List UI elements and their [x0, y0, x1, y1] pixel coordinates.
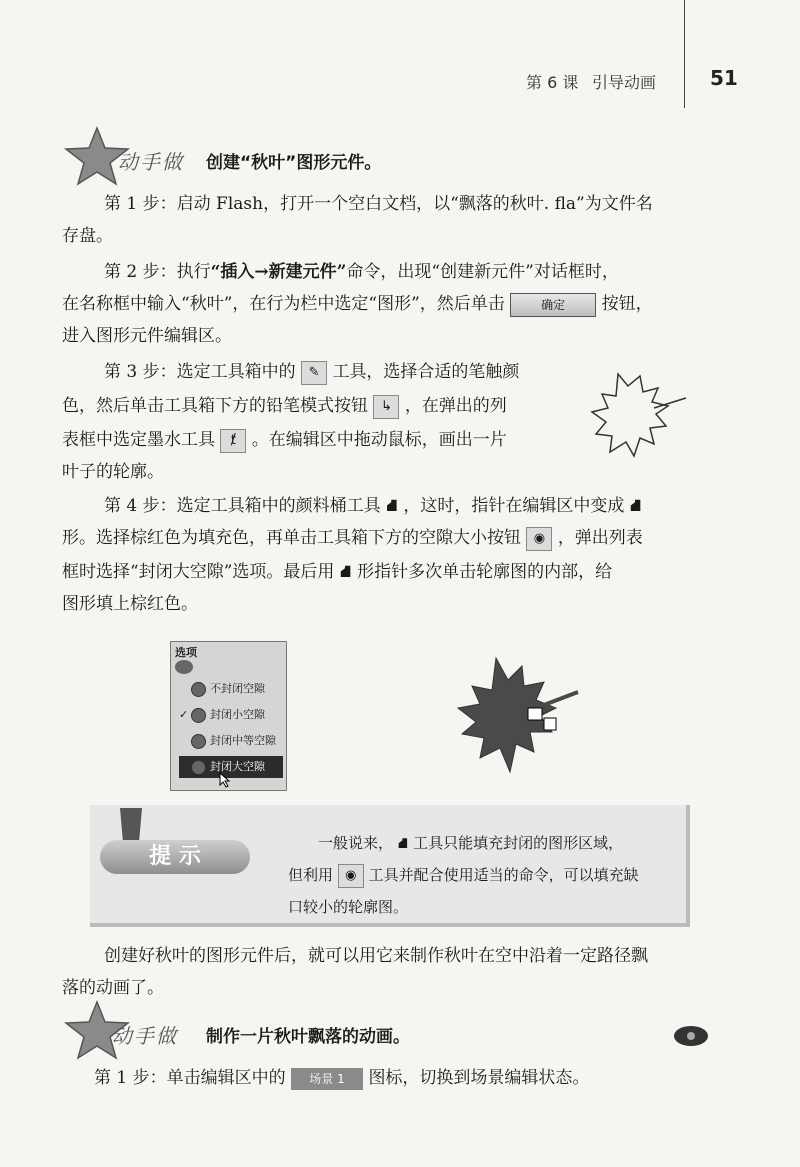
tip-label: 提 示	[100, 840, 250, 874]
menu-header: 选项	[175, 646, 197, 659]
header-chapter: 引导动画	[592, 73, 657, 92]
mouse-pointer-icon	[219, 772, 231, 788]
step2-line1: 第 2 步：执行“插入→新建元件”命令，出现“创建新元件”对话框时，	[104, 262, 619, 282]
step3-line3: 表框中选定墨水工具 ⱦ 。在编辑区中拖动鼠标，画出一片	[62, 424, 507, 456]
gap-icon	[191, 708, 206, 723]
cd-icon	[672, 1024, 710, 1048]
header-lesson: 第 6 课	[526, 73, 579, 92]
gap-option-icon	[175, 660, 193, 674]
menu-item-close-medium[interactable]: 封闭中等空隙	[179, 730, 283, 752]
after-tip-line2: 落的动画了。	[62, 978, 164, 998]
tip-line2: 但利用 ◉ 工具并配合使用适当的命令，可以填充缺	[288, 860, 639, 890]
gap-icon	[191, 760, 206, 775]
step1-line1: 第 1 步：启动 Flash，打开一个空白文档，以“飘落的秋叶. fla”为文件名	[104, 194, 653, 214]
section-title-2: 制作一片秋叶飘落的动画。	[206, 1027, 410, 1047]
step2-line2: 在名称框中输入“秋叶”，在行为栏中选定“图形”，然后单击 确定 按钮，	[62, 288, 653, 320]
filled-leaf-illustration	[456, 652, 586, 782]
pencil-icon[interactable]: ✎	[301, 361, 327, 385]
step3-line1: 第 3 步：选定工具箱中的 ✎ 工具，选择合适的笔触颜	[104, 356, 519, 388]
tip-line1: 一般说来， ⛘ 工具只能填充封闭的图形区域，	[318, 834, 624, 852]
gap-icon	[191, 682, 206, 697]
menu-item-close-small[interactable]: ✓ 封闭小空隙	[179, 704, 283, 726]
step4-line3: 框时选择“封闭大空隙”选项。最后用 ⛘ 形指针多次单击轮廓图的内部，给	[62, 562, 613, 582]
paint-bucket-icon: ⛘	[397, 834, 409, 852]
step2-line3: 进入图形元件编辑区。	[62, 326, 232, 346]
ink-mode-icon[interactable]: ⱦ	[220, 429, 246, 453]
step4-line2: 形。选择棕红色为填充色，再单击工具箱下方的空隙大小按钮 ◉ ，弹出列表	[62, 522, 643, 554]
menu-item-no-close[interactable]: 不封闭空隙	[179, 678, 283, 700]
header-divider	[684, 0, 685, 108]
step3-line4: 叶子的轮廓。	[62, 462, 164, 482]
s2-step1-line: 第 1 步：单击编辑区中的 场景 1 图标，切换到场景编辑状态。	[94, 1068, 590, 1088]
menu-item-close-large[interactable]: 封闭大空隙	[179, 756, 283, 778]
section-title-1: 创建“秋叶”图形元件。	[206, 153, 382, 173]
bucket-cursor-icon: ⛘	[339, 562, 352, 582]
after-tip-line1: 创建好秋叶的图形元件后，就可以用它来制作秋叶在空中沿着一定路径飘	[104, 946, 648, 966]
callout-do-it: 动手做	[112, 1024, 178, 1048]
step4-line1: 第 4 步：选定工具箱中的颜料桶工具 ⛘ ，这时，指针在编辑区中变成 ⛘	[104, 496, 642, 516]
gap-icon	[191, 734, 206, 749]
leaf-outline-illustration	[588, 364, 698, 474]
bucket-cursor-icon: ⛘	[629, 496, 642, 516]
confirm-button[interactable]: 确定	[510, 293, 596, 317]
step3-line2: 色，然后单击工具箱下方的铅笔模式按钮 ↳ ，在弹出的列	[62, 390, 507, 422]
pencil-mode-icon[interactable]: ↳	[373, 395, 399, 419]
callout-do-it: 动手做	[118, 150, 184, 174]
tip-line3: 口较小的轮廓图。	[288, 898, 409, 916]
paint-bucket-icon[interactable]: ⛘	[386, 496, 398, 516]
gap-size-icon[interactable]: ◉	[526, 527, 552, 551]
gap-size-menu	[170, 641, 287, 791]
scene-button[interactable]: 场景 1	[291, 1068, 363, 1090]
gap-size-icon: ◉	[338, 864, 364, 888]
page-number: 51	[710, 66, 738, 90]
check-icon: ✓	[179, 708, 189, 721]
step1-line2: 存盘。	[62, 226, 113, 246]
step4-line4: 图形填上棕红色。	[62, 594, 198, 614]
